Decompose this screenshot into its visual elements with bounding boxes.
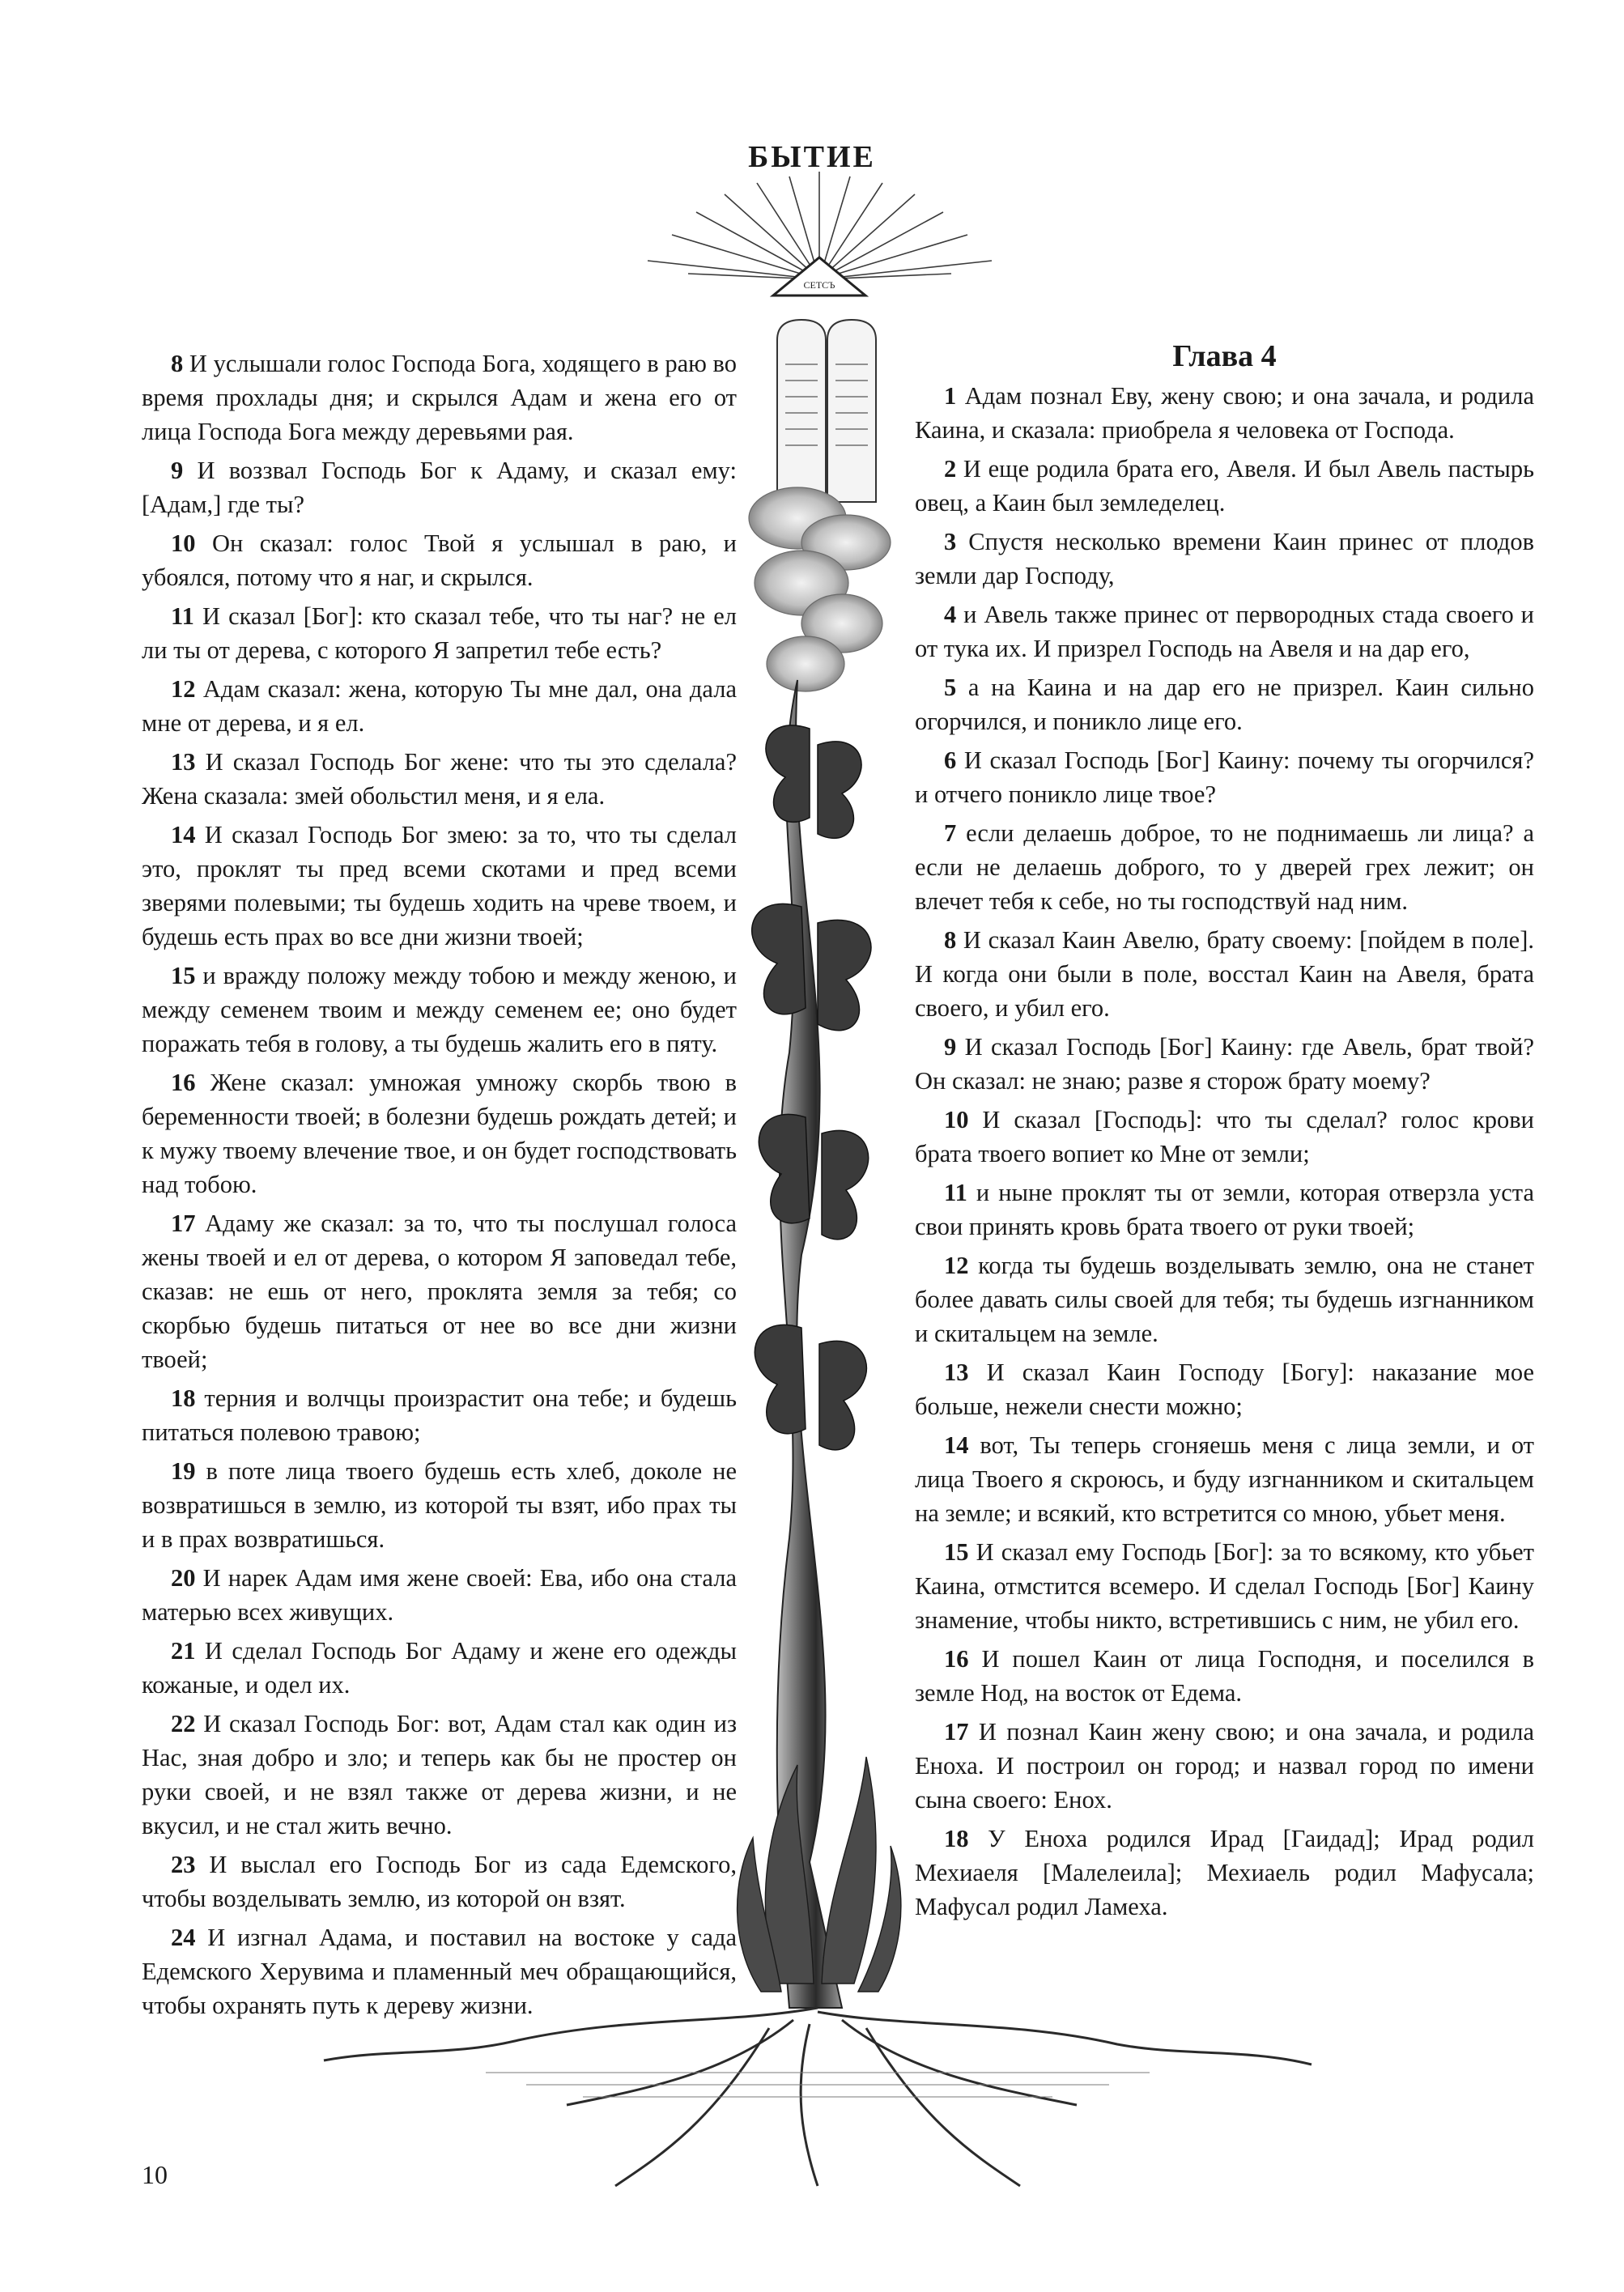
verse-text: И сказал Господь [Бог] Каину: почему ты огорчился? и отчего поникло лице твое? bbox=[915, 746, 1534, 808]
verse-text: И сказал Господь Бог: вот, Адам стал как один из Нас, зная добро и зло; и теперь как бы не простер он руки своей, и не взял также от дерева жизни, и не вкусил, и не стал жить вечно. bbox=[142, 1710, 737, 1839]
verse-text: И сделал Господь Бог Адаму и жене его одежды кожаные, и одел их. bbox=[142, 1637, 737, 1699]
verse-text: И пошел Каин от лица Господня, и поселился в земле Нод, на восток от Едема. bbox=[915, 1645, 1534, 1707]
verse-text: и Авель также принес от первородных стада своего и от тука их. И призрел Господь на Авеля и на дар его, bbox=[915, 601, 1534, 662]
verse-number: 13 bbox=[171, 748, 196, 776]
verse-text: Жене сказал: умножая умножу скорбь твою в беременности твоей; в болезни будешь рождать детей; и к мужу твоему влечение твое, и он будет господствовать над тобою. bbox=[142, 1069, 737, 1198]
verse-number: 13 bbox=[944, 1359, 969, 1386]
verse bbox=[915, 743, 1534, 811]
verse bbox=[915, 1355, 1534, 1423]
verse-number: 8 bbox=[171, 350, 184, 377]
verse bbox=[142, 1206, 737, 1376]
verse-text: в поте лица твоего будешь есть хлеб, доколе не возвратишься в землю, из которой ты взят, ибо прах ты и в прах возвратишься. bbox=[142, 1457, 737, 1553]
verse-text: И изгнал Адама, и поставил на востоке у сада Едемского Херувима и пламенный меч обращающийся, чтобы охранять путь к дереву жизни. bbox=[142, 1924, 737, 2019]
verse-number: 19 bbox=[171, 1457, 196, 1485]
verse-number: 6 bbox=[944, 746, 957, 774]
verse-number: 12 bbox=[944, 1252, 969, 1279]
verse-number: 10 bbox=[944, 1106, 969, 1133]
verse-number: 9 bbox=[171, 457, 184, 484]
verse bbox=[915, 1535, 1534, 1637]
verse bbox=[142, 1561, 737, 1629]
verse-text: И сказал Каин Авелю, брату своему: [пойдем в поле]. И когда они были в поле, восстал Каин на Авеля, брата своего, и убил его. bbox=[915, 926, 1534, 1022]
verse-text: терния и волчцы произрастит она тебе; и будешь питаться полевою травою; bbox=[142, 1384, 737, 1446]
verse-number: 5 bbox=[944, 674, 957, 701]
verse-number: 12 bbox=[171, 675, 196, 703]
verse bbox=[142, 818, 737, 954]
verse-text: И сказал Господь Бог жене: что ты это сделала? Жена сказала: змей обольстил меня, и я ела. bbox=[142, 748, 737, 810]
verse-text: и ныне проклят ты от земли, которая отверзла уста свои принять кровь брата твоего от руки твоей; bbox=[915, 1179, 1534, 1240]
verse-number: 8 bbox=[944, 926, 957, 954]
verse-number: 16 bbox=[171, 1069, 196, 1096]
verse bbox=[142, 1707, 737, 1843]
verse-text: И сказал Господь Бог змею: за то, что ты сделал это, проклят ты пред всеми скотами и пред всеми зверями полевыми; ты будешь ходить на чреве твоем, и будешь есть прах во все дни жизни твоей; bbox=[142, 821, 737, 950]
verse-number: 4 bbox=[944, 601, 957, 628]
verse bbox=[142, 347, 737, 449]
verse-number: 1 bbox=[944, 382, 957, 410]
verse-number: 3 bbox=[944, 528, 957, 555]
verse bbox=[915, 1428, 1534, 1530]
verse-number: 18 bbox=[171, 1384, 196, 1412]
verse bbox=[142, 959, 737, 1061]
verse bbox=[915, 1642, 1534, 1710]
verse-number: 17 bbox=[171, 1210, 196, 1237]
verse bbox=[142, 453, 737, 521]
verse-text: И услышали голос Господа Бога, ходящего в раю во время прохлады дня; и скрылся Адам и жена его от лица Господа Бога между деревьями рая. bbox=[142, 350, 737, 445]
right-column bbox=[915, 379, 1534, 1928]
tablet-inscription: СЕТСЪ bbox=[803, 279, 835, 291]
verse-number: 21 bbox=[171, 1637, 196, 1665]
verse bbox=[915, 923, 1534, 1025]
verse bbox=[142, 1920, 737, 2022]
verse bbox=[915, 1715, 1534, 1817]
verse-number: 22 bbox=[171, 1710, 196, 1737]
verse-number: 20 bbox=[171, 1564, 196, 1592]
verse-number: 18 bbox=[944, 1825, 969, 1852]
verse bbox=[915, 670, 1534, 738]
verse bbox=[915, 379, 1534, 447]
verse-text: У Еноха родился Ирад [Гаидад]; Ирад родил Мехиаеля [Малелеила]; Мехиаель родил Мафусала; Мафусал родил Ламеха. bbox=[915, 1825, 1534, 1920]
verse-text: И воззвал Господь Бог к Адаму, и сказал ему: [Адам,] где ты? bbox=[142, 457, 737, 518]
verse bbox=[142, 1381, 737, 1449]
verse bbox=[142, 745, 737, 813]
verse bbox=[915, 816, 1534, 918]
verse bbox=[915, 1822, 1534, 1924]
verse-text: И сказал [Господь]: что ты сделал? голос крови брата твоего вопиет ко Мне от земли; bbox=[915, 1106, 1534, 1167]
verse bbox=[142, 599, 737, 667]
verse-number: 11 bbox=[171, 602, 194, 630]
verse-number: 23 bbox=[171, 1851, 196, 1878]
verse-text: И сказал Господь [Бог] Каину: где Авель, брат твой? Он сказал: не знаю; разве я сторож брату моему? bbox=[915, 1033, 1534, 1095]
verse bbox=[915, 525, 1534, 593]
verse-text: вот, Ты теперь сгоняешь меня с лица земли, и от лица Твоего я скроюсь, и буду изгнанником и скитальцем на земле; и всякий, кто встретится со мною, убьет меня. bbox=[915, 1431, 1534, 1527]
ground-shading bbox=[486, 2073, 1150, 2097]
verse bbox=[142, 1848, 737, 1916]
verse-number: 11 bbox=[944, 1179, 967, 1206]
verse bbox=[915, 1103, 1534, 1171]
verse-text: И сказал [Бог]: кто сказал тебе, что ты наг? не ел ли ты от дерева, с которого Я запретил тебе есть? bbox=[142, 602, 737, 664]
page-number: 10 bbox=[142, 2160, 168, 2189]
verse bbox=[142, 1634, 737, 1702]
verse-number: 24 bbox=[171, 1924, 196, 1951]
verse-number: 15 bbox=[171, 962, 196, 989]
verse-text: И нарек Адам имя жене своей: Ева, ибо она стала матерью всех живущих. bbox=[142, 1564, 737, 1626]
verse-text: когда ты будешь возделывать землю, она не станет более давать силы своей для тебя; ты будешь изгнанником и скитальцем на земле. bbox=[915, 1252, 1534, 1347]
law-tablets-icon bbox=[777, 320, 876, 502]
verse-number: 16 bbox=[944, 1645, 969, 1673]
clouds bbox=[749, 487, 891, 691]
verse-text: И выслал его Господь Бог из сада Едемского, чтобы возделывать землю, из которой он взят. bbox=[142, 1851, 737, 1912]
left-column bbox=[142, 347, 737, 2027]
verse-text: И сказал ему Господь [Бог]: за то всякому, кто убьет Каина, отмстится всемеро. И сделал Господь [Бог] Каину знамение, чтобы никто, встретившись с ним, не убил его. bbox=[915, 1538, 1534, 1634]
verse bbox=[142, 526, 737, 594]
verse bbox=[915, 1176, 1534, 1244]
verse bbox=[915, 597, 1534, 665]
verse-number: 10 bbox=[171, 529, 196, 557]
verse-text: Адам познал Еву, жену свою; и она зачала, и родила Каина, и сказала: приобрела я человека от Господа. bbox=[915, 382, 1534, 444]
running-title: БЫТИЕ bbox=[748, 140, 876, 174]
verse-text: Он сказал: голос Твой я услышал в раю, и убоялся, потому что я наг, и скрылся. bbox=[142, 529, 737, 591]
verse-text: И сказал Каин Господу [Богу]: наказание мое больше, нежели снести можно; bbox=[915, 1359, 1534, 1420]
verse-text: И познал Каин жену свою; и она зачала, и родила Еноха. И построил он город; и назвал город по имени сына своего: Енох. bbox=[915, 1718, 1534, 1814]
verse-text: Адам сказал: жена, которую Ты мне дал, она дала мне от дерева, и я ел. bbox=[142, 675, 737, 737]
verse-number: 15 bbox=[944, 1538, 969, 1566]
chapter-title: Глава 4 bbox=[1172, 339, 1277, 373]
verse bbox=[142, 1065, 737, 1201]
verse-text: Спустя несколько времени Каин принес от плодов земли дар Господу, bbox=[915, 528, 1534, 589]
verse-number: 7 bbox=[944, 819, 957, 847]
verse-text: а на Каина и на дар его не призрел. Каин сильно огорчился, и поникло лице его. bbox=[915, 674, 1534, 735]
verse bbox=[915, 1248, 1534, 1350]
verse bbox=[915, 1030, 1534, 1098]
verse-text: и вражду положу между тобою и между женою, и между семенем твоим и между семенем ее; оно будет поражать тебя в голову, а ты будешь жалить его в пяту. bbox=[142, 962, 737, 1057]
verse-number: 14 bbox=[944, 1431, 969, 1459]
verse-number: 2 bbox=[944, 455, 957, 483]
verse-text: Адаму же сказал: за то, что ты послушал голоса жены твоей и ел от дерева, о котором Я заповедал тебе, сказав: не ешь от него, проклята земля за тебя; со скорбью будешь питаться от нее во все дни жизни твоей; bbox=[142, 1210, 737, 1373]
verse bbox=[142, 672, 737, 740]
verse-text: если делаешь доброе, то не поднимаешь ли лица? а если не делаешь доброго, то у дверей грех лежит; он влечет тебя к себе, но ты господствуй над ним. bbox=[915, 819, 1534, 915]
verse-number: 17 bbox=[944, 1718, 969, 1746]
verse bbox=[915, 452, 1534, 520]
verse-number: 14 bbox=[171, 821, 196, 848]
verse bbox=[142, 1454, 737, 1556]
verse-number: 9 bbox=[944, 1033, 957, 1061]
verse-text: И еще родила брата его, Авеля. И был Авель пастырь овец, а Каин был земледелец. bbox=[915, 455, 1534, 517]
